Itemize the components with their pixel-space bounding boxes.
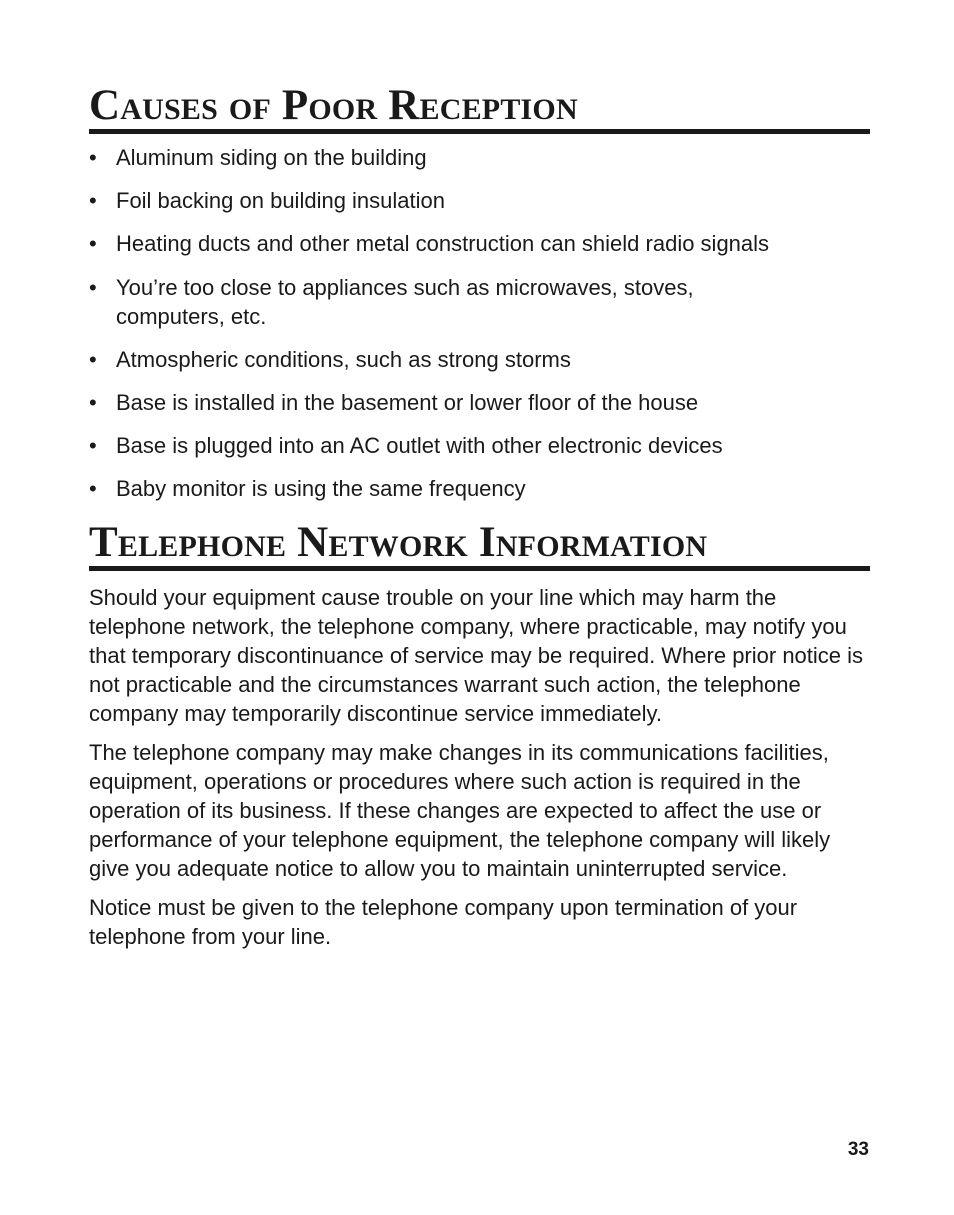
- list-item-text: Foil backing on building insulation: [116, 188, 445, 214]
- list-item: [89, 143, 870, 172]
- paragraph: The telephone company may make changes in its communications facilities, equipment, operations or procedures where such action is required in the operation of its business. If these changes are expected to affect the use or performance of your telephone equipment, the telephone company will likely give you adequate notice to allow you to maintain uninterrupted service.: [89, 740, 831, 881]
- list-item-text: Baby monitor is using the same frequency: [116, 476, 526, 502]
- paragraph: Notice must be given to the telephone company upon termination of your telephone from your line.: [89, 895, 798, 949]
- paragraph: Should your equipment cause trouble on your line which may harm the telephone network, the telephone company, where practicable, may notify you that temporary discontinuance of service may be required. Where prior notice is not practicable and the circumstances warrant such action, the telephone company may temporarily discontinue service immediately.: [89, 585, 864, 726]
- list-item-text: Base is plugged into an AC outlet with other electronic devices: [116, 433, 723, 459]
- list-item: [89, 186, 870, 215]
- page-number: 33: [847, 1139, 869, 1160]
- bullet-icon: •: [89, 389, 97, 415]
- list-item-text: Aluminum siding on the building: [116, 145, 427, 170]
- list-item-text: Heating ducts and other metal construction can shield radio signals: [116, 231, 770, 257]
- bullet-icon: •: [89, 145, 97, 170]
- poor-reception-causes-list: [89, 143, 870, 518]
- list-item-text: Atmospheric conditions, such as strong storms: [116, 346, 571, 372]
- list-item-text: Base is installed in the basement or lower floor of the house: [116, 389, 699, 415]
- list-item-text: You’re too close to appliances such as microwaves, stoves, computers, etc.: [116, 274, 694, 329]
- bullet-icon: •: [89, 433, 97, 459]
- section-title-telephone-network-information: Telephone Network Information: [89, 521, 870, 571]
- section-title-causes-of-poor-reception: Causes of Poor Reception: [89, 84, 870, 134]
- bullet-icon: •: [89, 346, 97, 372]
- bullet-icon: •: [89, 188, 97, 214]
- list-item: [89, 431, 870, 460]
- bullet-icon: •: [89, 231, 97, 257]
- network-information-body: [89, 583, 870, 961]
- list-item: [89, 474, 870, 503]
- list-item: [89, 345, 870, 374]
- list-item: [89, 388, 870, 417]
- bullet-icon: •: [89, 274, 97, 300]
- bullet-icon: •: [89, 476, 97, 502]
- list-item: [89, 273, 756, 331]
- list-item: [89, 229, 870, 258]
